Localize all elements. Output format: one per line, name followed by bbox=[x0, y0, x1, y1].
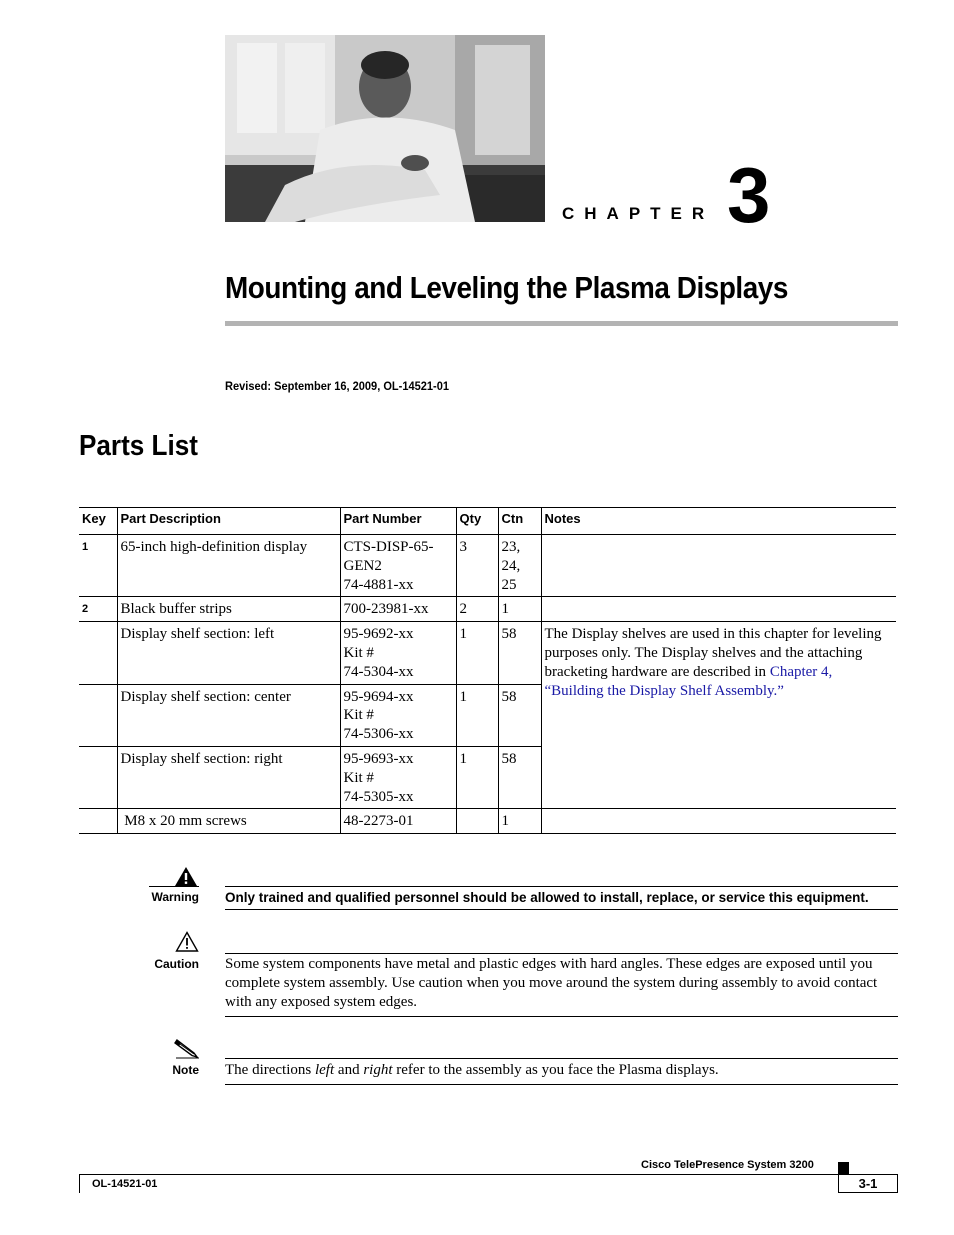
cell-qty bbox=[456, 809, 498, 834]
revision-line: Revised: September 16, 2009, OL-14521-01 bbox=[225, 379, 449, 393]
note-label: Note bbox=[172, 1063, 199, 1077]
footer-doc-number: OL-14521-01 bbox=[79, 1175, 157, 1193]
cell-ctn: 58 bbox=[498, 684, 541, 746]
header-part-description: Part Description bbox=[117, 508, 340, 535]
header-part-number: Part Number bbox=[340, 508, 456, 535]
cell-key bbox=[79, 809, 117, 834]
cell-part-number: CTS-DISP-65- GEN2 74-4881-xx bbox=[340, 535, 456, 597]
cell-notes-shelf: The Display shelves are used in this chapter for leveling purposes only. The Display shelves and the attaching bracketing hardware are described in Chapter 4, “Building the Display Shelf Assembly.” bbox=[541, 622, 896, 809]
cell-ctn: 23, 24, 25 bbox=[498, 535, 541, 597]
note-rule-bottom bbox=[225, 1084, 898, 1085]
table-row bbox=[79, 622, 896, 684]
pencil-icon bbox=[174, 1037, 200, 1064]
caution-text: Some system components have metal and plastic edges with hard angles. These edges are exposed until you complete system assembly. Use caution when you move around the system during assembly to avoid contact with any exposed system edges. bbox=[225, 956, 878, 1010]
chapter-label: CHAPTER bbox=[562, 204, 715, 223]
cell-qty: 1 bbox=[456, 684, 498, 746]
header-ctn: Ctn bbox=[498, 508, 541, 535]
table-header-row bbox=[79, 508, 896, 535]
title-rule bbox=[225, 321, 898, 326]
table-row bbox=[79, 535, 896, 597]
cell-key bbox=[79, 622, 117, 684]
cell-part-number: 95-9694-xx Kit # 74-5306-xx bbox=[340, 684, 456, 746]
table-row bbox=[79, 809, 896, 834]
warning-icon bbox=[174, 866, 198, 892]
parts-table bbox=[79, 507, 896, 834]
warning-label: Warning bbox=[151, 890, 199, 904]
footer-rule bbox=[79, 1174, 898, 1175]
cell-qty: 1 bbox=[456, 746, 498, 808]
section-title: Parts List bbox=[79, 430, 198, 462]
cell-description: 65-inch high-definition display bbox=[117, 535, 340, 597]
cell-part-number: 95-9692-xx Kit # 74-5304-xx bbox=[340, 622, 456, 684]
cell-description: Display shelf section: center bbox=[117, 684, 340, 746]
cell-description: Display shelf section: left bbox=[117, 622, 340, 684]
cell-key: 2 bbox=[82, 603, 89, 616]
cell-description: Display shelf section: right bbox=[117, 746, 340, 808]
caution-rule-bottom bbox=[225, 1016, 898, 1017]
page-title: Mounting and Leveling the Plasma Displays bbox=[225, 270, 788, 305]
cell-notes bbox=[541, 809, 896, 834]
cell-part-number: 95-9693-xx Kit # 74-5305-xx bbox=[340, 746, 456, 808]
cell-key bbox=[79, 684, 117, 746]
chapter-number: 3 bbox=[727, 151, 771, 239]
chapter-header-photo bbox=[225, 35, 545, 222]
cell-part-number: 700-23981-xx bbox=[340, 597, 456, 622]
warning-rule-left bbox=[149, 886, 199, 887]
footer-product: Cisco TelePresence System 3200 bbox=[641, 1159, 814, 1171]
cell-notes bbox=[541, 597, 896, 622]
caution-rule bbox=[225, 953, 898, 954]
cell-qty: 1 bbox=[456, 622, 498, 684]
header-qty: Qty bbox=[456, 508, 498, 535]
note-text: The directions left and right refer to the assembly as you face the Plasma displays. bbox=[225, 1062, 719, 1078]
warning-rule bbox=[225, 886, 898, 887]
cell-description: Black buffer strips bbox=[117, 597, 340, 622]
cell-ctn: 58 bbox=[498, 746, 541, 808]
warning-rule-bottom bbox=[225, 909, 898, 910]
table-row bbox=[79, 597, 896, 622]
note-rule bbox=[225, 1058, 898, 1059]
chapter-4-link[interactable]: Chapter 4, “Building the Display Shelf Assembly.” bbox=[544, 663, 833, 699]
cell-key bbox=[79, 746, 117, 808]
cell-qty: 2 bbox=[456, 597, 498, 622]
cell-notes bbox=[541, 535, 896, 597]
footer-page-number: 3-1 bbox=[838, 1175, 898, 1193]
cell-ctn: 1 bbox=[498, 809, 541, 834]
cell-description: M8 x 20 mm screws bbox=[117, 809, 340, 834]
cell-qty: 3 bbox=[456, 535, 498, 597]
caution-label: Caution bbox=[154, 957, 199, 971]
cell-ctn: 58 bbox=[498, 622, 541, 684]
footer-marker bbox=[838, 1162, 849, 1174]
header-notes: Notes bbox=[541, 508, 896, 535]
cell-key: 1 bbox=[82, 541, 89, 553]
cell-part-number: 48-2273-01 bbox=[340, 809, 456, 834]
header-key: Key bbox=[82, 511, 106, 526]
cell-ctn: 1 bbox=[498, 597, 541, 622]
caution-icon bbox=[175, 931, 199, 957]
warning-text: Only trained and qualified personnel should be allowed to install, replace, or service this equipment. bbox=[225, 890, 869, 905]
